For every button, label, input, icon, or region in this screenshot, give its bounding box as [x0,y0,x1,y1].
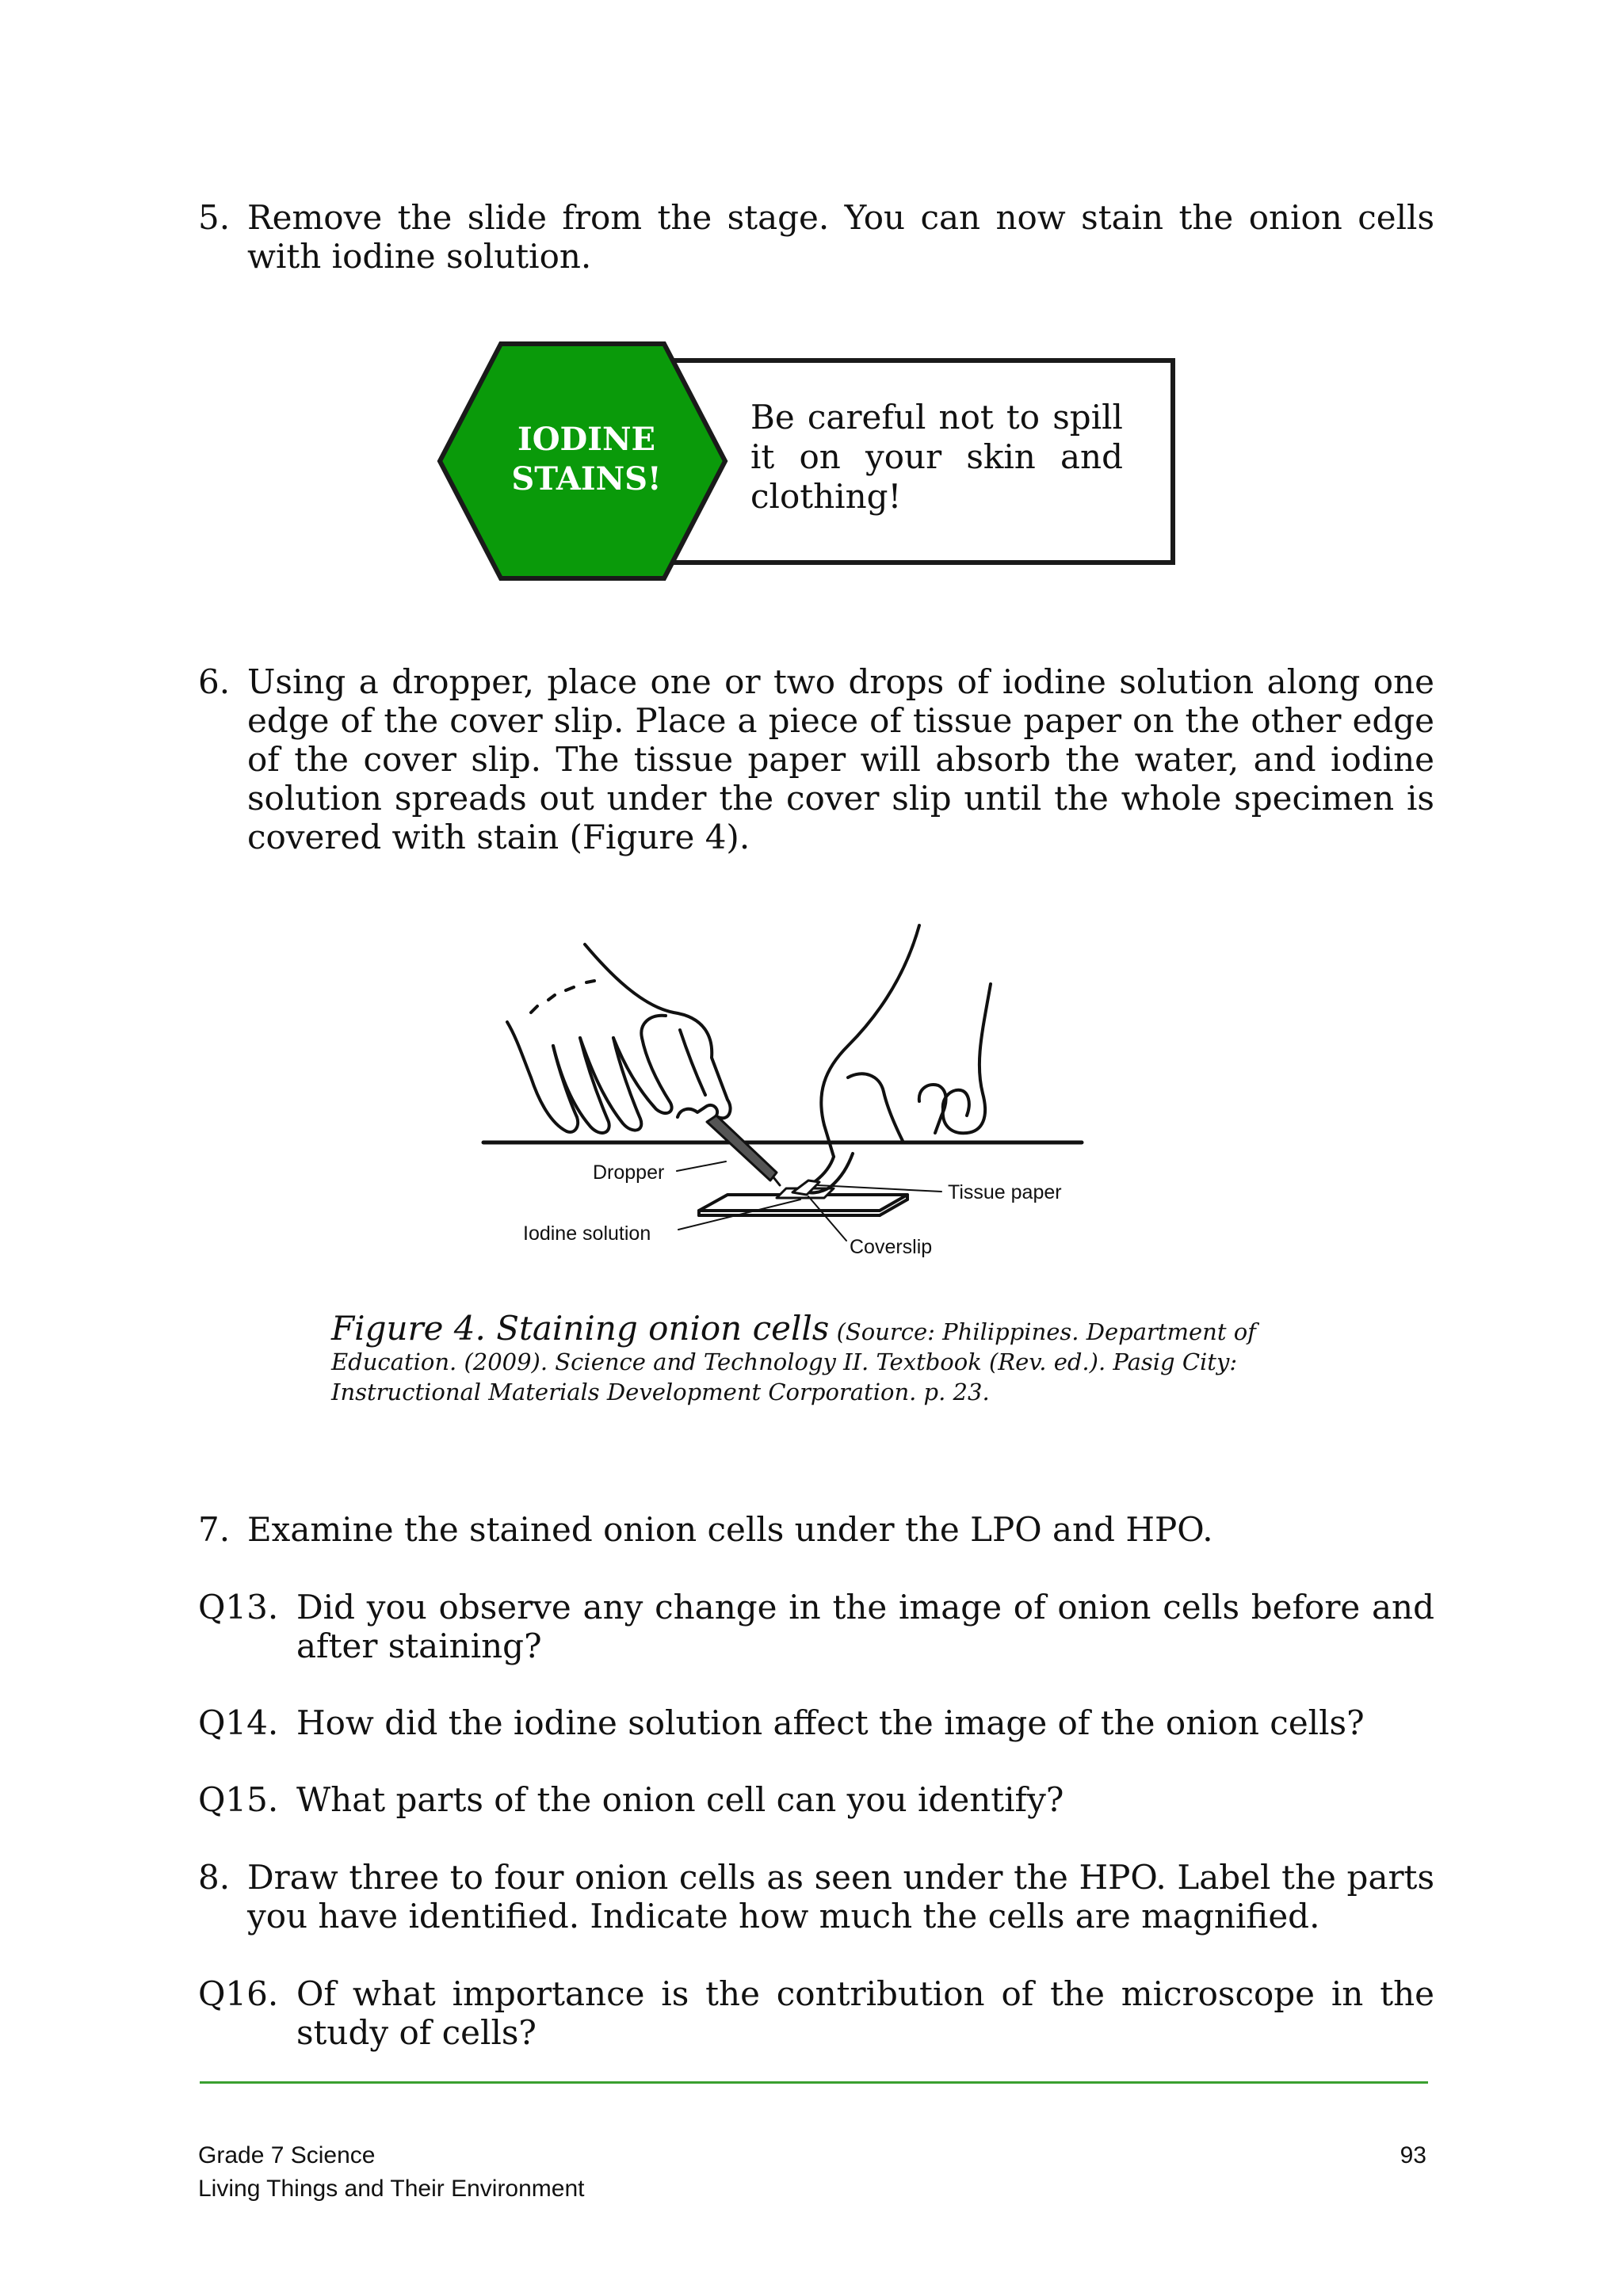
step-number: 5. [198,198,231,237]
caption-title: Figure 4. Staining onion cells [331,1309,830,1348]
label-coverslip: Coverslip [850,1236,933,1258]
footer-course: Grade 7 Science [198,2142,376,2168]
question-text: How did the iodine solution affect the image of the onion cells? [296,1703,1365,1742]
step-number: 8. [198,1858,231,1897]
figure-caption [331,1309,1361,1407]
question-number: Q14. [198,1703,279,1742]
step-number: 7. [198,1510,231,1549]
question-text: Did you observe any change in the image of onion cells before and after staining? [296,1588,1434,1665]
footer-rule [200,2081,1428,2084]
step-7 [198,1510,1434,1549]
step-text: Using a dropper, place one or two drops of iodine solution along one edge of the cover slip. Place a piece of tissue paper on the other edge of the cover slip. The tissue paper will absorb the water, and iodine solution spreads out under the cover slip until the whole specimen is covered with stain (Figure 4). [247,662,1434,856]
right-hand-outline [821,925,919,1157]
step-text: Remove the slide from the stage. You can now stain the onion cells with iodine solution. [247,198,1434,276]
question-number: Q16. [198,1974,279,2013]
page-footer [198,2139,1426,2206]
left-hand-outline [585,944,731,1118]
caption-source: (Source: Philippines. Department of Education. (2009). Science and Technology II. Textbook (Rev. ed.). Pasig City: Instructional Materials Development Corporation. p. 23. [331,1318,1256,1405]
question-14 [198,1703,1434,1742]
question-15 [198,1780,1434,1819]
label-iodine-solution: Iodine solution [523,1222,651,1245]
page-number: 93 [1400,2142,1426,2168]
step-8 [198,1858,1434,1936]
warning-message: Be careful not to spill it on your skin and clothing! [750,398,1123,516]
question-16 [198,1974,1434,2052]
hexagon-label [468,420,705,499]
iodine-warning-callout [436,341,1181,586]
question-13 [198,1588,1434,1665]
staining-drawing [475,919,1094,1276]
question-text: What parts of the onion cell can you identify? [296,1780,1064,1819]
label-tissue-paper: Tissue paper [948,1181,1062,1203]
hexagon-line-2: STAINS! [511,460,662,498]
footer-unit: Living Things and Their Environment [198,2176,585,2202]
step-text: Examine the stained onion cells under the LPO and HPO. [247,1510,1213,1549]
dropper-tube [707,1116,777,1180]
step-5 [198,198,1434,276]
hexagon-line-1: IODINE [517,421,655,458]
question-number: Q15. [198,1780,279,1819]
step-text: Draw three to four onion cells as seen under the HPO. Label the parts you have identified. Indicate how much the cells are magnified. [247,1858,1434,1936]
figure-4-illustration [475,919,1094,1276]
label-dropper: Dropper [593,1161,665,1184]
step-6 [198,662,1434,856]
question-text: Of what importance is the contribution of the microscope in the study of cells? [296,1974,1434,2052]
question-number: Q13. [198,1588,279,1627]
step-number: 6. [198,662,231,701]
